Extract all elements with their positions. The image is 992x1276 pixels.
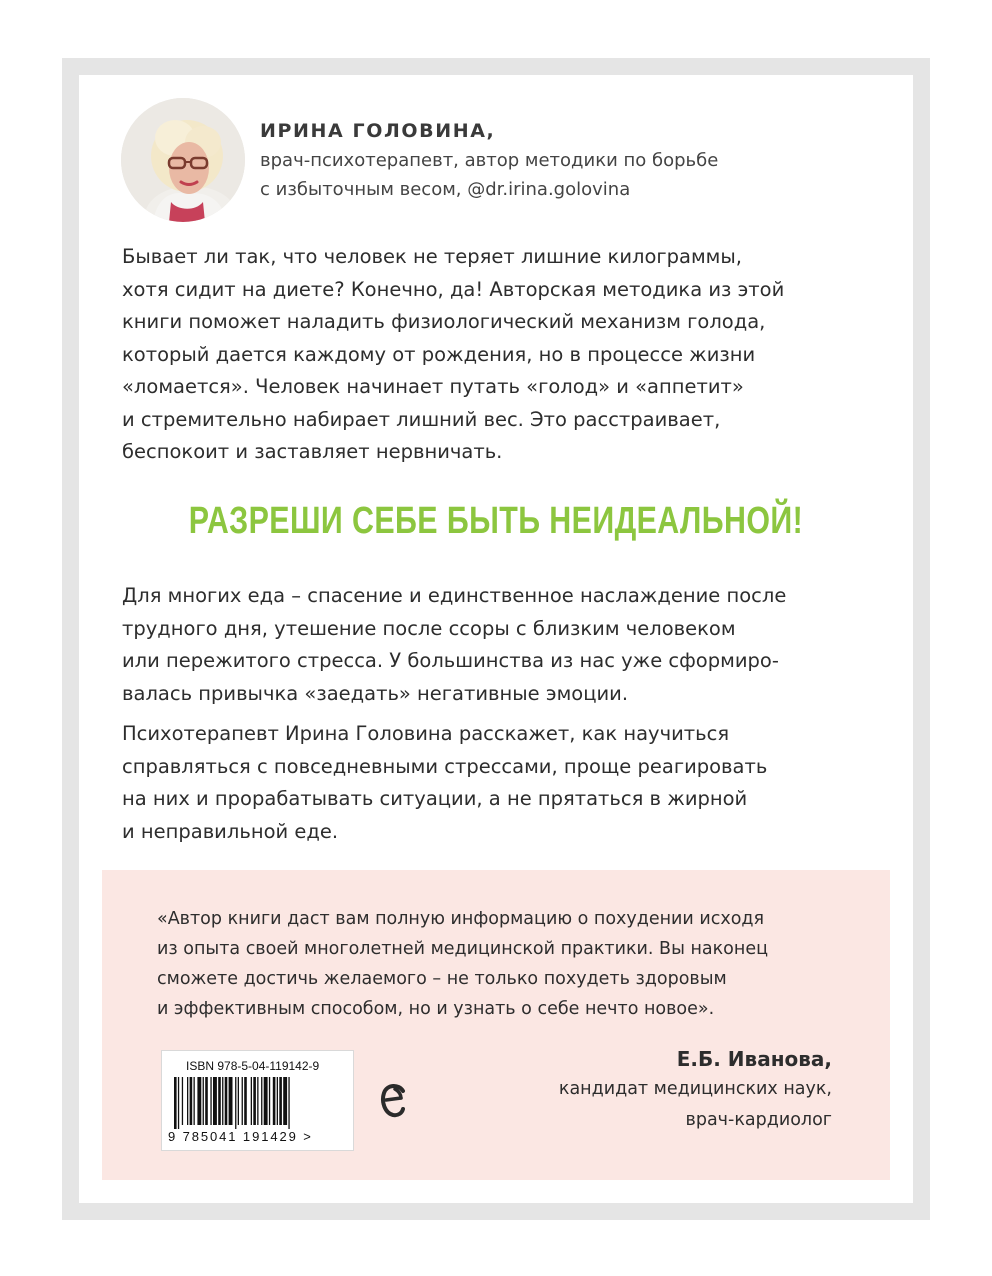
- text-line: или пережитого стресса. У большинства из нас уже сформиро-: [122, 649, 779, 672]
- text-line: который дается каждому от рождения, но в процессе жизни: [122, 342, 756, 366]
- text-line: и стремительно набирает лишний вес. Это расстраивает,: [122, 407, 721, 431]
- barcode-bar: [205, 1077, 208, 1125]
- barcode-bar: [225, 1077, 228, 1125]
- barcode-bar: [178, 1077, 179, 1129]
- barcode-bar: [187, 1077, 188, 1125]
- barcode-bar: [174, 1077, 177, 1129]
- text-line: валась привычка «заедать» негативные эмоции.: [122, 681, 629, 705]
- quote-line: «Автор книги даст вам полную информацию о похудении исходя: [157, 909, 765, 929]
- barcode-bar: [238, 1077, 239, 1125]
- barcode-bar: [264, 1077, 268, 1125]
- barcode-bar: [213, 1077, 217, 1125]
- barcode-bar: [283, 1077, 287, 1125]
- author-desc-line: врач-психотерапевт, автор методики по борьбе: [260, 150, 719, 171]
- isbn-barcode: [161, 1050, 354, 1151]
- text-line: Бывает ли так, что человек не теряет лишние килограммы,: [122, 245, 742, 268]
- barcode-bar: [203, 1077, 204, 1125]
- text-line: Психотерапевт Ирина Головина расскажет, как научиться: [122, 722, 730, 745]
- author-name: ИРИНА ГОЛОВИНА,: [260, 120, 496, 142]
- barcode-bar: [242, 1077, 243, 1125]
- barcode-bar: [235, 1077, 236, 1129]
- text-line: хотя сидит на диете? Конечно, да! Авторская методика из этой: [122, 277, 785, 301]
- barcode-bar: [197, 1077, 201, 1125]
- author-desc-line: с избыточным весом, @dr.irina.golovina: [260, 179, 631, 200]
- barcode-bar: [279, 1077, 282, 1125]
- headline: РАЗРЕШИ СЕБЕ БЫТЬ НЕИДЕАЛЬНОЙ!: [188, 500, 804, 542]
- attribution-name: Е.Б. Иванова,: [676, 1047, 832, 1071]
- review-quote: [157, 904, 857, 1024]
- attribution-title: кандидат медицинских наук,: [558, 1079, 832, 1099]
- quote-line: сможете достичь желаемого – не только похудеть здоровым: [157, 969, 727, 989]
- barcode-bar: [253, 1077, 256, 1125]
- text-line: и неправильной еде.: [122, 819, 339, 843]
- text-line: беспокоит и заставляет нервничать.: [122, 440, 503, 463]
- attribution: [559, 1044, 832, 1136]
- author-block: [260, 116, 860, 204]
- eksmo-logo-shape: [379, 1081, 407, 1121]
- intro-paragraph: [122, 241, 882, 469]
- text-line: трудного дня, утешение после ссоры с близким человеком: [122, 616, 736, 640]
- quote-line: и эффективным способом, но и узнать о себе нечто новое».: [157, 999, 715, 1019]
- text-line: «ломается». Человек начинает путать «голод» и «аппетит»: [122, 375, 744, 398]
- barcode-bar: [261, 1077, 262, 1125]
- barcode-bar: [244, 1077, 247, 1125]
- barcode-bar: [273, 1077, 276, 1125]
- barcode-bar: [277, 1077, 278, 1125]
- quote-line: из опыта своей многолетней медицинской практики. Вы наконец: [157, 939, 769, 959]
- body-paragraph-1: [122, 580, 882, 710]
- author-photo: [121, 98, 245, 222]
- attribution-role: врач-кардиолог: [685, 1110, 832, 1130]
- barcode-bar: [190, 1077, 193, 1125]
- barcode-bar: [194, 1077, 195, 1125]
- text-line: книги поможет наладить физиологический механизм голода,: [122, 310, 766, 333]
- barcode-bar: [229, 1077, 233, 1125]
- barcode-bar: [288, 1077, 289, 1129]
- text-line: на них и прорабатывать ситуации, а не прятаться в жирной: [122, 787, 748, 810]
- barcode-bar: [269, 1077, 270, 1125]
- barcode-bars: [172, 1077, 344, 1129]
- barcode-bar: [210, 1077, 211, 1125]
- barcode-bar: [218, 1077, 221, 1125]
- text-line: справляться с повседневными стрессами, проще реагировать: [122, 754, 768, 778]
- barcode-bar: [251, 1077, 252, 1125]
- barcode-bar: [182, 1077, 183, 1125]
- body-paragraph-2: [122, 718, 882, 848]
- author-photo-image: [121, 98, 245, 222]
- text-line: Для многих еда – спасение и единственное наслаждение после: [122, 584, 787, 607]
- eksmo-logo-icon: [379, 1081, 407, 1125]
- barcode-bar: [222, 1077, 223, 1125]
- barcode-bar: [257, 1077, 258, 1125]
- isbn-label: ISBN 978-5-04-119142-9: [186, 1059, 320, 1073]
- barcode-digits: 9 785041 191429 >: [168, 1129, 313, 1144]
